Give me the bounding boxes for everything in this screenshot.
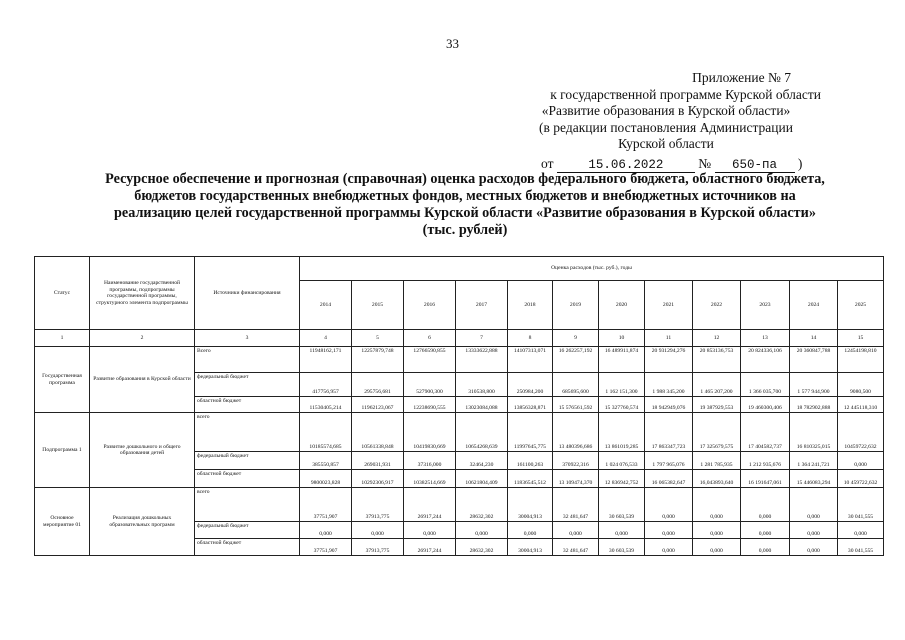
value-cell: 30 603,539 (599, 539, 645, 556)
value-cell: 0,000 (693, 522, 741, 539)
value-cell: 32464,230 (456, 452, 508, 470)
value-cell: 12238690,555 (404, 397, 456, 413)
program-name-cell: Развитие дошкольного и общего образования детей (90, 413, 195, 488)
value-cell: 385550,857 (300, 452, 352, 470)
value-cell: 10654268,639 (456, 413, 508, 452)
appendix-block (511, 70, 821, 153)
value-cell: 0,000 (645, 539, 693, 556)
value-cell: 17 325679,575 (693, 413, 741, 452)
number-prefix: № (698, 156, 712, 171)
header-name: Наименование государственной программы, подпрограммы государственной программы, структурного элемента подпрограммы (90, 257, 195, 330)
value-cell: 0,000 (645, 488, 693, 522)
value-cell: 20 360847,788 (790, 347, 838, 373)
value-cell: 417756,957 (300, 373, 352, 397)
value-cell: 370922,316 (553, 452, 599, 470)
value-cell: 1 366 035,700 (741, 373, 790, 397)
table-body (35, 347, 884, 556)
year-header-cell: 2018 (508, 281, 553, 330)
value-cell: 13 109474,370 (553, 470, 599, 488)
value-cell: 12 836942,752 (599, 470, 645, 488)
value-cell: 0,000 (693, 488, 741, 522)
column-number-cell: 4 (300, 330, 352, 347)
value-cell: 10185574,685 (300, 413, 352, 452)
value-cell: 20 931294,276 (645, 347, 693, 373)
appendix-edition-line: (в редакции постановления Администрации (539, 119, 793, 135)
value-cell: 30 603,539 (599, 488, 645, 522)
value-cell: 28632,302 (456, 539, 508, 556)
value-cell: 16 489911,874 (599, 347, 645, 373)
value-cell: 11836545,512 (508, 470, 553, 488)
approval-number: 650-па (715, 158, 795, 173)
value-cell: 295756,681 (352, 373, 404, 397)
header-source: Источники финансирования (195, 257, 300, 330)
value-cell: 10561338,848 (352, 413, 404, 452)
year-header-cell: 2024 (790, 281, 838, 330)
program-name-cell: Реализация дошкольных образовательных программ (90, 488, 195, 556)
value-cell: 0,000 (508, 522, 553, 539)
table-row (35, 488, 884, 522)
value-cell: 527900,300 (404, 373, 456, 397)
value-cell: 11962123,067 (352, 397, 404, 413)
year-header-cell: 2015 (352, 281, 404, 330)
column-number-cell: 9 (553, 330, 599, 347)
value-cell: 16 810325,015 (790, 413, 838, 452)
value-cell: 37751,907 (300, 539, 352, 556)
value-cell: 250984,200 (508, 373, 553, 397)
value-cell: 30 041,555 (838, 488, 884, 522)
value-cell: 1 281 785,935 (693, 452, 741, 470)
value-cell: 0,000 (553, 522, 599, 539)
column-number-cell: 2 (90, 330, 195, 347)
document-title: Ресурсное обеспечение и прогнозная (справочная) оценка расходов федерального бюджета, областного бюджета, бюджетов государственных внебюджетных фондов, местных бюджетов и внебюджетных источников на реализацию целей государственной программы Курской области «Развитие образования в Курской области» (тыс. рублей) (105, 171, 825, 238)
value-cell: 10382514,669 (404, 470, 456, 488)
value-cell: 0,000 (741, 539, 790, 556)
value-cell: 15 327760,574 (599, 397, 645, 413)
value-cell: 30004,913 (508, 539, 553, 556)
value-cell: 11948162,171 (300, 347, 352, 373)
status-cell: Государственная программа (35, 347, 90, 413)
status-cell: Подпрограмма 1 (35, 413, 90, 488)
value-cell: 0,000 (456, 522, 508, 539)
year-header-cell: 2022 (693, 281, 741, 330)
funding-source-cell: федеральный бюджет (195, 522, 300, 539)
value-cell: 30004,913 (508, 488, 553, 522)
value-cell: 28632,302 (456, 488, 508, 522)
value-cell: 0,000 (790, 539, 838, 556)
value-cell: 37316,000 (404, 452, 456, 470)
year-header-cell: 2023 (741, 281, 790, 330)
column-number-cell: 11 (645, 330, 693, 347)
appendix-program-name: «Развитие образования в Курской области» (541, 103, 791, 118)
year-header-cell: 2017 (456, 281, 508, 330)
value-cell: 0,000 (790, 488, 838, 522)
approval-date: 15.06.2022 (557, 158, 695, 173)
value-cell: 18 782902,888 (790, 397, 838, 413)
value-cell: 1 364 241,721 (790, 452, 838, 470)
value-cell: 1 988 345,200 (645, 373, 693, 397)
value-cell: 12257879,748 (352, 347, 404, 373)
value-cell: 16,043893,640 (693, 470, 741, 488)
value-cell: 32 481,647 (553, 539, 599, 556)
value-cell: 14107313,071 (508, 347, 553, 373)
value-cell: 10419830,669 (404, 413, 456, 452)
value-cell: 37913,775 (352, 488, 404, 522)
year-header-cell: 2021 (645, 281, 693, 330)
value-cell: 10292306,917 (352, 470, 404, 488)
year-header-cell: 2025 (838, 281, 884, 330)
value-cell: 0,000 (790, 522, 838, 539)
value-cell: 13 480396,686 (553, 413, 599, 452)
funding-source-cell: федеральный бюджет (195, 373, 300, 397)
column-number-cell: 8 (508, 330, 553, 347)
value-cell: 19 460300,406 (741, 397, 790, 413)
column-number-cell: 14 (790, 330, 838, 347)
funding-source-cell: всего (195, 488, 300, 522)
value-cell: 16 065382,647 (645, 470, 693, 488)
value-cell: 16 262257,192 (553, 347, 599, 373)
year-header-cell: 2020 (599, 281, 645, 330)
header-status: Статус (35, 257, 90, 330)
page-number: 33 (446, 36, 459, 51)
value-cell: 0,000 (838, 522, 884, 539)
value-cell: 12454198,810 (838, 347, 884, 373)
value-cell: 310538,800 (456, 373, 508, 397)
value-cell: 1 212 935,676 (741, 452, 790, 470)
column-number-cell: 6 (404, 330, 456, 347)
appendix-program-line: к государственной программе Курской области (550, 86, 821, 102)
value-cell: 0,000 (645, 522, 693, 539)
value-cell: 0,000 (741, 488, 790, 522)
value-cell: 17 404582,737 (741, 413, 790, 452)
value-cell: 1 162 151,300 (599, 373, 645, 397)
table-row (35, 347, 884, 373)
value-cell: 1 465 207,200 (693, 373, 741, 397)
close-paren: ) (797, 156, 803, 171)
funding-source-cell: областной бюджет (195, 470, 300, 488)
column-number-cell: 5 (352, 330, 404, 347)
value-cell: 0,000 (404, 522, 456, 539)
value-cell: 37751,907 (300, 488, 352, 522)
value-cell: 20 853136,753 (693, 347, 741, 373)
date-prefix: от (541, 156, 554, 171)
value-cell: 13023084,088 (456, 397, 508, 413)
value-cell: 10621804,409 (456, 470, 508, 488)
table-row (35, 413, 884, 452)
column-number-cell: 1 (35, 330, 90, 347)
appendix-title: Приложение № 7 (692, 70, 791, 85)
year-header-cell: 2019 (553, 281, 599, 330)
value-cell: 685695,600 (553, 373, 599, 397)
column-number-cell: 15 (838, 330, 884, 347)
column-number-cell: 7 (456, 330, 508, 347)
program-name-cell: Развитие образования в Курской области (90, 347, 195, 413)
value-cell: 15 576561,592 (553, 397, 599, 413)
value-cell: 13856328,871 (508, 397, 553, 413)
value-cell: 18 942949,076 (645, 397, 693, 413)
resource-table (34, 256, 884, 556)
column-number-cell: 13 (741, 330, 790, 347)
value-cell: 16 191647,061 (741, 470, 790, 488)
header-estimate: Оценка расходов (тыс. руб.), годы (300, 257, 884, 281)
value-cell: 37913,775 (352, 539, 404, 556)
value-cell: 30 041,555 (838, 539, 884, 556)
value-cell: 0,000 (599, 522, 645, 539)
value-cell: 15 446083,294 (790, 470, 838, 488)
value-cell: 11997645,775 (508, 413, 553, 452)
value-cell: 9800023,828 (300, 470, 352, 488)
funding-source-cell: всего (195, 413, 300, 452)
appendix-region-line: Курской области (618, 136, 714, 151)
value-cell: 12 445118,310 (838, 397, 884, 413)
value-cell: 10459722,632 (838, 413, 884, 452)
value-cell: 161100,263 (508, 452, 553, 470)
value-cell: 13333622,888 (456, 347, 508, 373)
value-cell: 13 861019,285 (599, 413, 645, 452)
value-cell: 26917,244 (404, 488, 456, 522)
value-cell: 11530405,214 (300, 397, 352, 413)
year-header-cell: 2014 (300, 281, 352, 330)
value-cell: 1 024 076,533 (599, 452, 645, 470)
value-cell: 0,000 (741, 522, 790, 539)
value-cell: 20 824336,106 (741, 347, 790, 373)
value-cell: 0,000 (838, 452, 884, 470)
funding-source-cell: областной бюджет (195, 539, 300, 556)
funding-source-cell: Всего (195, 347, 300, 373)
value-cell: 0,000 (352, 522, 404, 539)
value-cell: 1 797 965,076 (645, 452, 693, 470)
funding-source-cell: федеральный бюджет (195, 452, 300, 470)
value-cell: 9080,500 (838, 373, 884, 397)
status-cell: Основное мероприятие 01 (35, 488, 90, 556)
value-cell: 10 459722,632 (838, 470, 884, 488)
value-cell: 0,000 (300, 522, 352, 539)
funding-source-cell: областной бюджет (195, 397, 300, 413)
column-number-cell: 10 (599, 330, 645, 347)
value-cell: 1 577 944,900 (790, 373, 838, 397)
value-cell: 269031,931 (352, 452, 404, 470)
column-number-cell: 3 (195, 330, 300, 347)
column-number-cell: 12 (693, 330, 741, 347)
value-cell: 26917,244 (404, 539, 456, 556)
column-number-row (35, 330, 884, 347)
year-header-cell: 2016 (404, 281, 456, 330)
value-cell: 0,000 (693, 539, 741, 556)
resource-table-container (34, 256, 884, 556)
value-cell: 32 481,647 (553, 488, 599, 522)
value-cell: 19 387929,553 (693, 397, 741, 413)
value-cell: 17 863347,723 (645, 413, 693, 452)
value-cell: 12766590,855 (404, 347, 456, 373)
